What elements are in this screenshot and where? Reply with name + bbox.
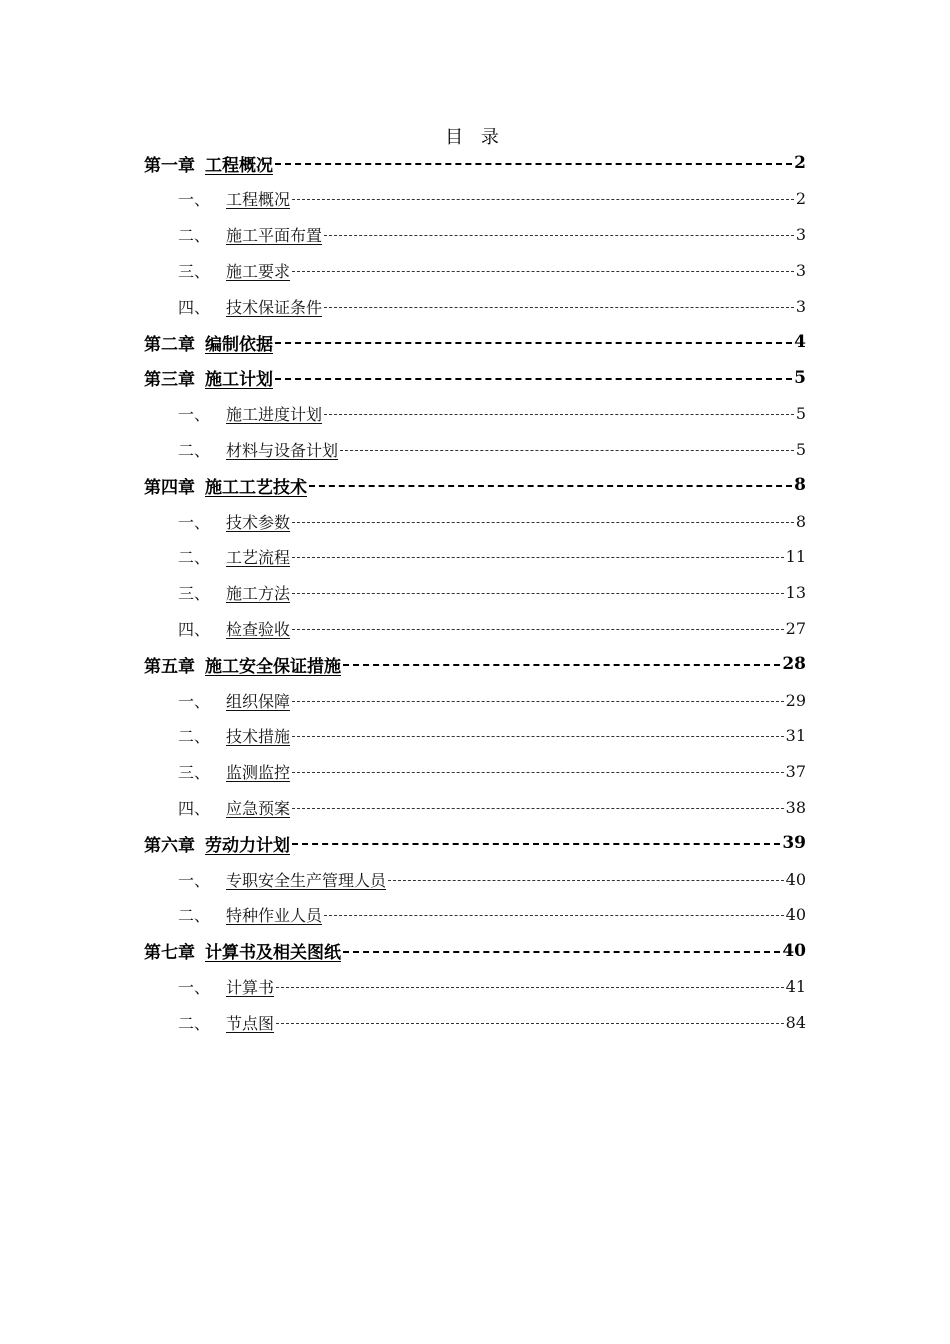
toc-entry-number: 二、 xyxy=(178,906,211,926)
toc-entry-label: 工程概况 xyxy=(226,190,291,210)
toc-section-entry[interactable] xyxy=(178,289,806,323)
toc-entry-title[interactable] xyxy=(144,330,273,355)
toc-section-entry[interactable] xyxy=(178,898,806,932)
toc-entry-number: 二、 xyxy=(178,1013,211,1033)
toc-entry-title[interactable] xyxy=(178,259,290,282)
toc-leader-line xyxy=(292,271,794,272)
toc-entry-number: 一、 xyxy=(178,190,211,210)
toc-page-number: 28 xyxy=(782,654,806,675)
toc-entry-number: 三、 xyxy=(178,763,211,783)
toc-entry-number: 第四章 xyxy=(144,477,195,498)
toc-leader-line xyxy=(292,199,794,200)
toc-leader-line xyxy=(292,843,780,845)
toc-entry-label: 计算书 xyxy=(226,977,275,997)
toc-page-number: 41 xyxy=(785,976,806,996)
toc-page-number: 8 xyxy=(795,511,806,531)
toc-section-entry[interactable] xyxy=(178,683,806,717)
toc-leader-line xyxy=(309,485,792,487)
toc-page-number: 2 xyxy=(794,153,806,173)
toc-page-number: 8 xyxy=(794,475,806,496)
toc-leader-line xyxy=(324,235,794,236)
toc-chapter-entry[interactable] xyxy=(144,361,806,395)
toc-entry-number: 第六章 xyxy=(144,835,195,856)
toc-section-entry[interactable] xyxy=(178,432,806,466)
toc-chapter-entry[interactable] xyxy=(144,468,806,502)
toc-entry-title[interactable] xyxy=(178,796,290,819)
toc-page-number: 13 xyxy=(785,583,806,603)
toc-entry-title[interactable] xyxy=(178,402,322,425)
toc-leader-line xyxy=(343,951,780,953)
toc-leader-line xyxy=(324,307,794,308)
toc-entry-label: 工艺流程 xyxy=(226,548,291,568)
toc-page-number: 40 xyxy=(785,869,806,889)
toc-leader-line xyxy=(292,736,784,737)
toc-leader-line xyxy=(292,808,784,809)
toc-entry-number: 三、 xyxy=(178,584,211,604)
toc-leader-line xyxy=(340,450,794,451)
toc-entry-title[interactable] xyxy=(178,760,290,783)
toc-page-number: 38 xyxy=(785,797,806,817)
toc-entry-title[interactable] xyxy=(178,868,386,891)
toc-entry-title[interactable] xyxy=(144,652,341,677)
toc-section-entry[interactable] xyxy=(178,218,806,252)
toc-entry-number: 二、 xyxy=(178,548,211,568)
toc-section-entry[interactable] xyxy=(178,1005,806,1039)
toc-entry-title[interactable] xyxy=(144,831,290,856)
toc-leader-line xyxy=(276,987,784,988)
toc-entry-number: 一、 xyxy=(178,870,211,890)
toc-entry-label: 检查验收 xyxy=(226,619,291,639)
toc-section-entry[interactable] xyxy=(178,611,806,645)
toc-chapter-entry[interactable] xyxy=(144,826,806,860)
toc-page-number: 5 xyxy=(794,367,806,388)
toc-leader-line xyxy=(292,772,784,773)
toc-entry-number: 第七章 xyxy=(144,943,195,964)
toc-section-entry[interactable] xyxy=(178,790,806,824)
toc-entry-label: 施工要求 xyxy=(226,261,291,281)
toc-entry-number: 二、 xyxy=(178,440,211,460)
toc-entry-title[interactable] xyxy=(178,617,290,640)
toc-entry-label: 施工平面布置 xyxy=(226,226,323,246)
toc-entry-title[interactable] xyxy=(178,438,338,461)
toc-entry-number: 一、 xyxy=(178,691,211,711)
toc-entry-label: 施工进度计划 xyxy=(226,405,323,425)
toc-entry-label: 材料与设备计划 xyxy=(226,440,339,460)
toc-leader-line xyxy=(292,522,794,523)
toc-entry-title[interactable] xyxy=(144,938,341,963)
toc-entry-label: 施工工艺技术 xyxy=(205,477,307,498)
toc-entry-label: 节点图 xyxy=(226,1013,275,1033)
toc-section-entry[interactable] xyxy=(178,755,806,789)
toc-entry-label: 技术措施 xyxy=(226,727,291,747)
toc-entry-label: 编制依据 xyxy=(205,334,273,355)
toc-page-number: 40 xyxy=(785,905,806,925)
toc-entry-title[interactable] xyxy=(178,724,290,747)
toc-section-entry[interactable] xyxy=(178,540,806,574)
toc-chapter-entry[interactable] xyxy=(144,146,806,180)
toc-chapter-entry[interactable] xyxy=(144,325,806,359)
toc-section-entry[interactable] xyxy=(178,969,806,1003)
toc-leader-line xyxy=(388,880,784,881)
toc-section-entry[interactable] xyxy=(178,862,806,896)
toc-entry-label: 技术参数 xyxy=(226,512,291,532)
toc-page-number: 27 xyxy=(785,618,806,638)
toc-section-entry[interactable] xyxy=(178,253,806,287)
toc-page-number: 29 xyxy=(785,690,806,710)
toc-entry-label: 组织保障 xyxy=(226,691,291,711)
toc-page-number: 3 xyxy=(795,225,806,245)
toc-entry-title[interactable] xyxy=(144,473,307,498)
toc-entry-label: 施工方法 xyxy=(226,584,291,604)
toc-entry-label: 工程概况 xyxy=(205,155,273,176)
toc-page-number: 40 xyxy=(782,940,806,961)
toc-entry-title[interactable] xyxy=(178,975,274,998)
toc-entry-label: 特种作业人员 xyxy=(226,906,323,926)
toc-chapter-entry[interactable] xyxy=(144,934,806,968)
toc-entry-title[interactable] xyxy=(178,689,290,712)
toc-leader-line xyxy=(324,915,784,916)
toc-section-entry[interactable] xyxy=(178,504,806,538)
toc-entry-number: 第五章 xyxy=(144,656,195,677)
toc-entry-label: 计算书及相关图纸 xyxy=(205,943,341,964)
toc-leader-line xyxy=(292,593,784,594)
toc-entry-label: 劳动力计划 xyxy=(205,835,290,856)
toc-entry-title[interactable] xyxy=(178,187,290,210)
toc-page-number: 3 xyxy=(795,260,806,280)
toc-page-number: 4 xyxy=(794,332,806,352)
toc-leader-line xyxy=(275,342,792,344)
toc-entry-number: 一、 xyxy=(178,405,211,425)
toc-leader-line xyxy=(276,1023,784,1024)
toc-entry-title[interactable] xyxy=(178,510,290,533)
toc-leader-line xyxy=(343,664,780,666)
toc-page-number: 39 xyxy=(782,833,806,854)
toc-leader-line xyxy=(324,414,794,415)
toc-entry-title[interactable] xyxy=(178,545,290,568)
toc-leader-line xyxy=(292,557,784,558)
toc-leader-line xyxy=(292,629,784,630)
toc-page-number: 5 xyxy=(795,439,806,459)
toc-page-number: 11 xyxy=(785,547,806,567)
toc-leader-line xyxy=(292,701,784,702)
toc-entry-number: 四、 xyxy=(178,619,211,639)
toc-entry-title[interactable] xyxy=(178,223,322,246)
toc-leader-line xyxy=(275,163,792,165)
toc-entry-number: 第三章 xyxy=(144,370,195,391)
toc-section-entry[interactable] xyxy=(178,719,806,753)
toc-entry-title[interactable] xyxy=(178,581,290,604)
toc-entry-number: 第一章 xyxy=(144,155,195,176)
toc-entry-number: 四、 xyxy=(178,798,211,818)
toc-chapter-entry[interactable] xyxy=(144,647,806,681)
toc-page-number: 37 xyxy=(785,762,806,782)
toc-entry-title[interactable] xyxy=(178,1011,274,1034)
toc-entry-title[interactable] xyxy=(144,151,273,176)
toc-title: 目 录 xyxy=(445,127,505,148)
toc-entry-number: 二、 xyxy=(178,727,211,747)
toc-entry-number: 三、 xyxy=(178,261,211,281)
toc-entry-label: 监测监控 xyxy=(226,763,291,783)
toc-section-entry[interactable] xyxy=(178,397,806,431)
toc-entry-label: 应急预案 xyxy=(226,798,291,818)
toc-section-entry[interactable] xyxy=(178,576,806,610)
toc-entry-title[interactable] xyxy=(178,903,322,926)
toc-entry-title[interactable] xyxy=(178,295,322,318)
toc-entry-label: 专职安全生产管理人员 xyxy=(226,870,387,890)
toc-entry-number: 第二章 xyxy=(144,334,195,355)
toc-entry-number: 一、 xyxy=(178,512,211,532)
toc-entry-label: 施工安全保证措施 xyxy=(205,656,341,677)
toc-page-number: 5 xyxy=(795,404,806,424)
toc-entry-label: 技术保证条件 xyxy=(226,297,323,317)
toc-entry-title[interactable] xyxy=(144,365,273,390)
toc-entry-label: 施工计划 xyxy=(205,370,273,391)
toc-entry-number: 四、 xyxy=(178,297,211,317)
toc-page-number: 3 xyxy=(795,296,806,316)
toc-leader-line xyxy=(275,378,792,380)
toc-page-number: 31 xyxy=(785,726,806,746)
toc-entry-number: 一、 xyxy=(178,977,211,997)
toc-section-entry[interactable] xyxy=(178,182,806,216)
toc-page-number: 84 xyxy=(785,1012,806,1032)
toc-entry-number: 二、 xyxy=(178,226,211,246)
toc-page-number: 2 xyxy=(795,189,806,209)
